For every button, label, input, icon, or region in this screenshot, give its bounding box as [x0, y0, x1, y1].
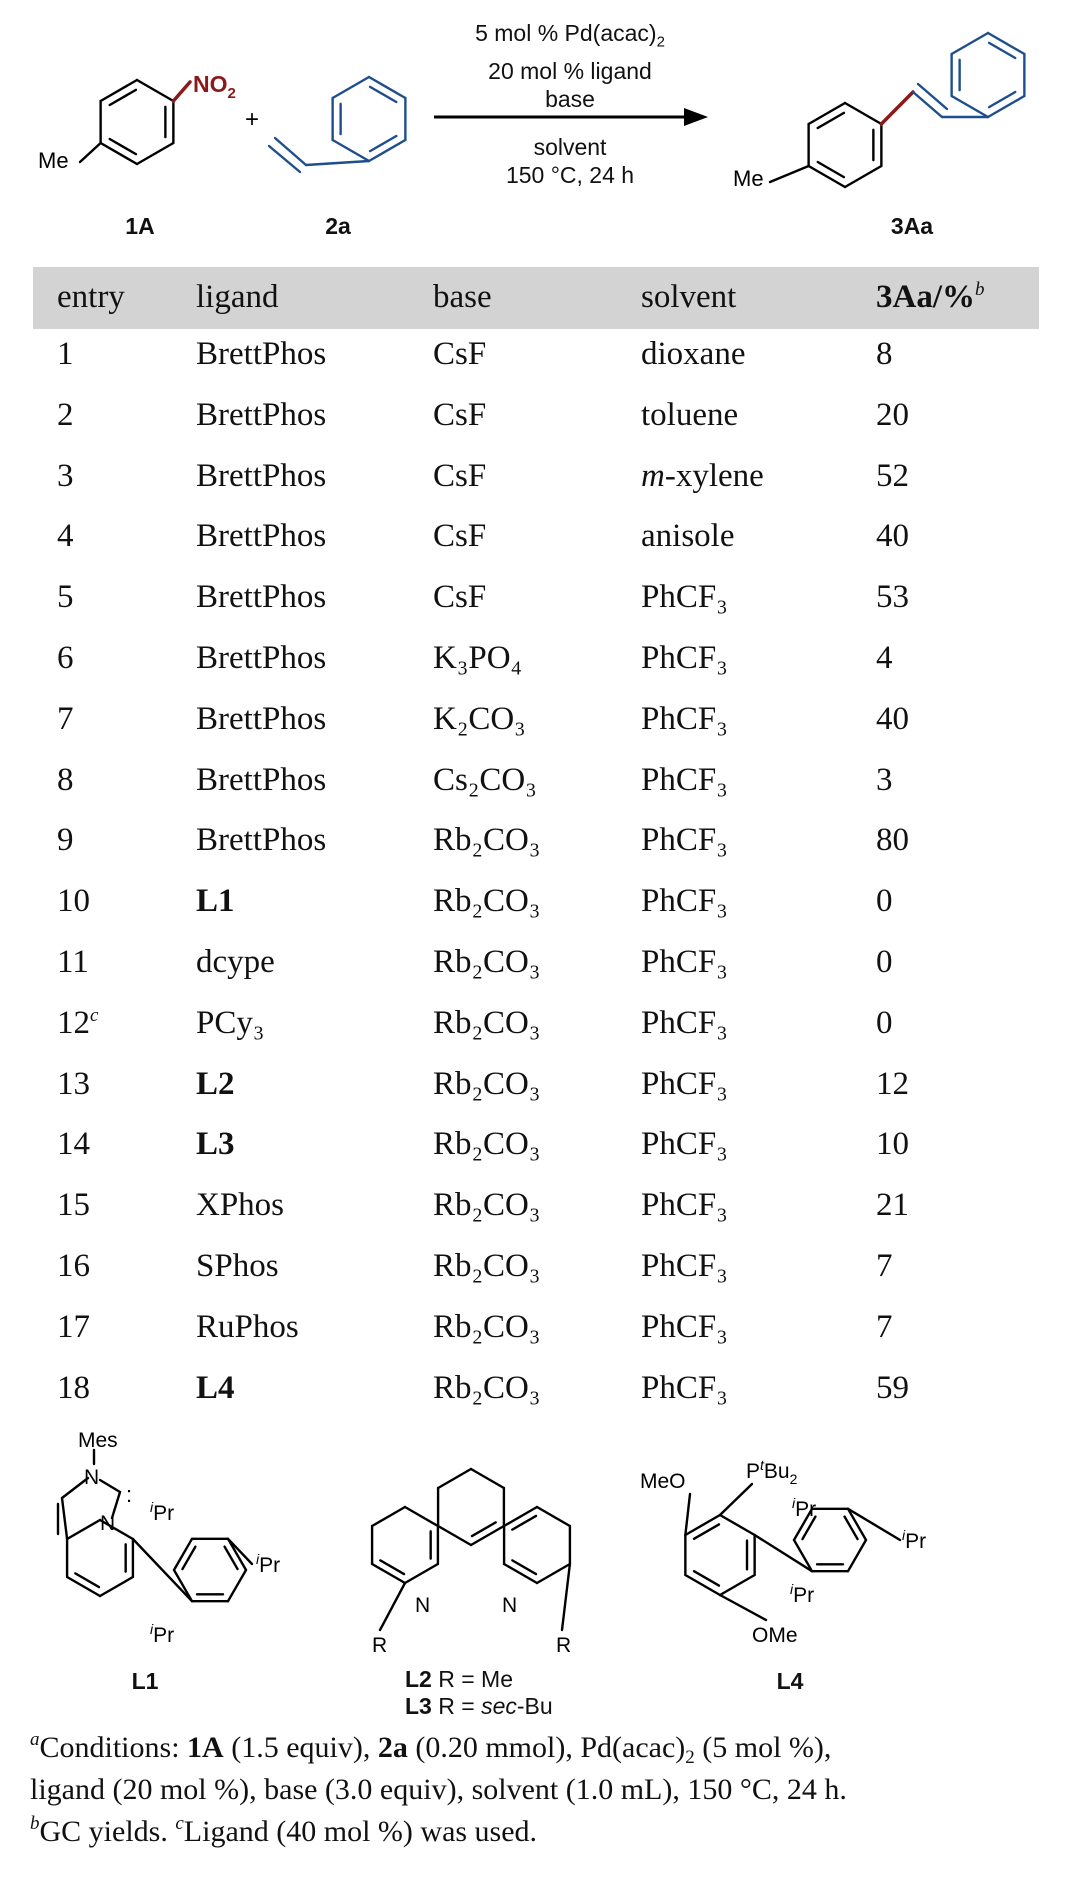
- catalyst-text: 5 mol % $Pd(acac)_2$: [475, 20, 665, 51]
- atom-label: $^i$Pr: [150, 1621, 175, 1647]
- cell-yield: 0: [876, 944, 893, 980]
- stilbene-structure: [770, 33, 1024, 187]
- temperature-time-text: 150 °C, 24 h: [505, 162, 635, 188]
- solvent-text: solvent: [533, 134, 607, 160]
- ring-bond: [369, 140, 405, 161]
- cell-solvent: PhCF₃: [641, 883, 728, 920]
- ring-bond: [333, 140, 369, 161]
- cell-base: Rb₂CO₃: [433, 944, 541, 980]
- cell-base: Rb₂CO₃: [433, 1369, 541, 1406]
- cell-solvent: toluene: [641, 396, 739, 433]
- nitro-label: $NO_2$: [193, 71, 236, 102]
- cell-yield: 53: [876, 579, 909, 616]
- bond: [755, 1535, 812, 1571]
- ring-bond: [848, 1540, 866, 1571]
- cell-solvent: PhCF₃: [641, 1248, 728, 1284]
- cell-base: Cs₂CO₃: [433, 761, 537, 798]
- ring-bond: [952, 33, 988, 54]
- methyl-label: Me: [38, 148, 69, 173]
- cell-base: Rb₂CO₃: [433, 822, 541, 859]
- cell-entry: 12$^c$: [57, 1004, 99, 1041]
- ring-bond: [504, 1507, 537, 1526]
- ring-bond: [174, 1539, 192, 1570]
- styrene-structure: [269, 77, 405, 172]
- C-N-bond: [173, 82, 190, 101]
- cell-yield: 40: [876, 518, 909, 555]
- cell-solvent: PhCF₃: [641, 1065, 728, 1102]
- cell-yield: 8: [876, 336, 893, 372]
- methyl-bond: [80, 143, 101, 162]
- atom-label: N: [100, 1512, 116, 1535]
- cell-base: CsF: [433, 336, 487, 372]
- ring-bond: [369, 77, 405, 98]
- cell-entry: 5: [57, 579, 74, 616]
- cell-base: Rb₂CO₃: [433, 1004, 541, 1041]
- ring-bond: [988, 96, 1024, 117]
- footnote-a-line2: ligand (20 mol %), base (3.0 equiv), solvent (1.0 mL), 150 °C, 24 h.: [30, 1773, 847, 1806]
- table-row: [0, 701, 1080, 761]
- table-row: [0, 518, 1080, 578]
- table-row: [0, 336, 1080, 396]
- cell-entry: 17: [57, 1308, 90, 1345]
- bond: [62, 1498, 67, 1539]
- ligand-label-L1: L1: [131, 1668, 159, 1694]
- L2-definition: L2 R = Me: [405, 1666, 514, 1692]
- table-row: [0, 822, 1080, 882]
- alkene-double-bond: [918, 84, 947, 109]
- table-row: [0, 458, 1080, 518]
- cell-yield: 12: [876, 1065, 909, 1102]
- ligand-L2-L3-structure: [372, 1469, 571, 1657]
- cell-ligand: L3: [196, 1126, 235, 1163]
- cell-ligand: L4: [196, 1369, 235, 1406]
- atom-label: $^i$Pr: [150, 1499, 175, 1525]
- cell-entry: 14: [57, 1126, 90, 1163]
- atom-label: Mes: [78, 1430, 118, 1452]
- ring-bond: [405, 1507, 438, 1526]
- cell-solvent: PhCF₃: [641, 579, 728, 616]
- table-row: [0, 640, 1080, 700]
- cell-entry: 1: [57, 336, 74, 372]
- ring-bond: [685, 1515, 720, 1535]
- plus-sign: +: [245, 106, 260, 133]
- cell-solvent: PhCF₃: [641, 761, 728, 798]
- ring-bond: [537, 1564, 570, 1583]
- cell-ligand: BrettPhos: [196, 457, 327, 494]
- cell-ligand: L2: [196, 1065, 235, 1102]
- cell-entry: 18: [57, 1369, 90, 1406]
- ring-bond: [137, 80, 173, 101]
- ring-bond: [845, 166, 881, 187]
- bond: [685, 1494, 690, 1535]
- cell-ligand: SPhos: [196, 1248, 279, 1284]
- cell-solvent: PhCF₃: [641, 1308, 728, 1345]
- cell-base: Rb₂CO₃: [433, 883, 541, 920]
- bond: [133, 1539, 192, 1601]
- cell-solvent: dioxane: [641, 336, 746, 372]
- cell-yield: 20: [876, 396, 909, 433]
- compound-label-1A: 1A: [125, 213, 155, 239]
- cell-base: CsF: [433, 518, 487, 555]
- atom-label: $^i$Pr: [902, 1527, 927, 1553]
- header-entry: entry: [57, 279, 125, 315]
- base-text: base: [545, 85, 595, 112]
- ring-bond: [438, 1526, 471, 1545]
- atom-label: $^i$Pr: [256, 1551, 281, 1577]
- ring-bond: [333, 77, 369, 98]
- ring-bond: [100, 1577, 133, 1596]
- methyl-bond: [770, 166, 809, 182]
- ligand-label-L2-L3: [405, 1666, 553, 1720]
- ring-bond: [845, 103, 881, 124]
- ring-bond: [471, 1469, 504, 1488]
- ring-bond: [67, 1577, 100, 1596]
- ring-bond: [405, 1564, 438, 1583]
- ring-bond: [372, 1507, 405, 1526]
- cell-ligand: XPhos: [196, 1187, 285, 1224]
- L3-definition: L3 R = sec-Bu: [405, 1693, 553, 1719]
- ligand-L4-structure: [640, 1457, 926, 1647]
- ring-bond: [101, 143, 137, 164]
- bond: [380, 1583, 405, 1630]
- cell-base: Rb₂CO₃: [433, 1308, 541, 1345]
- atom-label: R: [372, 1634, 388, 1657]
- cell-yield: 0: [876, 1004, 893, 1041]
- cell-entry: 6: [57, 640, 74, 676]
- cell-ligand: BrettPhos: [196, 822, 327, 859]
- ring-bond: [137, 143, 173, 164]
- cell-base: Rb₂CO₃: [433, 1187, 541, 1224]
- cell-ligand: BrettPhos: [196, 518, 327, 555]
- ligand-label-L4: L4: [776, 1668, 804, 1694]
- cell-entry: 13: [57, 1065, 90, 1102]
- cell-solvent: PhCF₃: [641, 1126, 728, 1163]
- ring-bond: [809, 166, 845, 187]
- bond: [720, 1484, 752, 1515]
- cell-ligand: BrettPhos: [196, 761, 327, 798]
- ring-bond: [438, 1469, 471, 1488]
- ring-bond: [537, 1507, 570, 1526]
- ring-bond: [504, 1564, 537, 1583]
- cell-ligand: BrettPhos: [196, 579, 327, 616]
- cell-yield: 21: [876, 1187, 909, 1224]
- ring-bond: [101, 80, 137, 101]
- cell-yield: 52: [876, 457, 909, 494]
- cell-ligand: BrettPhos: [196, 700, 327, 737]
- cell-solvent: PhCF₃: [641, 822, 728, 859]
- cell-entry: 10: [57, 883, 90, 920]
- cell-entry: 8: [57, 761, 74, 798]
- ring-bond: [471, 1526, 504, 1545]
- cell-yield: 40: [876, 700, 909, 737]
- alkene-bond: [913, 92, 942, 117]
- footnote-a: $^a$Conditions: 1A (1.5 equiv), 2a (0.20 mmol), $Pd(acac)_2$ (5 mol %),: [30, 1729, 832, 1768]
- ligand-L1-structure: [58, 1430, 280, 1647]
- ring-bond: [67, 1520, 100, 1539]
- ring-bond: [952, 96, 988, 117]
- header-solvent: solvent: [641, 279, 737, 315]
- ring-bond: [988, 33, 1024, 54]
- table-row: [0, 1005, 1080, 1065]
- cell-solvent: PhCF₃: [641, 700, 728, 737]
- cell-solvent: PhCF₃: [641, 1369, 728, 1406]
- bond: [720, 1595, 766, 1620]
- cell-entry: 4: [57, 518, 74, 555]
- compound-label-3Aa: 3Aa: [890, 213, 934, 239]
- cell-ligand: BrettPhos: [196, 640, 327, 676]
- table-row: [0, 1187, 1080, 1247]
- cell-entry: 3: [57, 457, 74, 494]
- conditions-below: [430, 133, 710, 189]
- cell-base: K₃PO₄: [433, 640, 523, 676]
- cell-base: CsF: [433, 457, 487, 494]
- ring-bond: [372, 1564, 405, 1583]
- table-row: [0, 579, 1080, 639]
- ligand-loading-text: 20 mol % ligand: [488, 57, 652, 84]
- table-row: [0, 1370, 1080, 1430]
- cell-base: CsF: [433, 579, 487, 616]
- cell-yield: 4: [876, 640, 893, 676]
- ring-bond: [809, 103, 845, 124]
- vinyl-double-bond: [269, 146, 300, 172]
- cell-solvent: PhCF₃: [641, 1187, 728, 1224]
- bond: [100, 1480, 120, 1492]
- atom-label: $P^tBu_2$: [746, 1457, 798, 1487]
- cell-entry: 7: [57, 700, 74, 737]
- atom-label: N: [84, 1466, 100, 1489]
- ring-bond: [685, 1575, 720, 1595]
- table-header: [33, 267, 1039, 329]
- cell-entry: 9: [57, 822, 74, 859]
- cell-solvent: PhCF₃: [641, 1004, 728, 1041]
- ring-bond: [720, 1515, 755, 1535]
- table-row: [0, 1309, 1080, 1369]
- ring-bond: [228, 1570, 246, 1601]
- atom-label: :: [126, 1482, 133, 1507]
- header-ligand: ligand: [196, 279, 279, 315]
- ligand-structures: [0, 1430, 1080, 1665]
- cell-entry: 15: [57, 1187, 90, 1224]
- table-row: [0, 883, 1080, 943]
- cell-yield: 7: [876, 1308, 893, 1345]
- compound-label-2a: 2a: [325, 213, 351, 239]
- cell-base: Rb₂CO₃: [433, 1248, 541, 1284]
- cell-entry: 16: [57, 1248, 90, 1284]
- cell-base: Rb₂CO₃: [433, 1126, 541, 1163]
- table-row: [0, 1066, 1080, 1126]
- atom-label: MeO: [640, 1470, 686, 1493]
- cell-base: Rb₂CO₃: [433, 1065, 541, 1102]
- cell-entry: 11: [57, 944, 89, 980]
- vinyl-bond: [306, 161, 369, 165]
- cell-base: K₂CO₃: [433, 700, 526, 737]
- atom-label: R: [556, 1634, 572, 1657]
- cell-ligand: RuPhos: [196, 1308, 299, 1345]
- cell-ligand: BrettPhos: [196, 396, 327, 433]
- conditions-above: [430, 19, 710, 113]
- atom-label: OMe: [752, 1624, 798, 1647]
- cell-base: CsF: [433, 396, 487, 433]
- vinyl-double-bond: [275, 138, 306, 165]
- cell-yield: 3: [876, 761, 893, 798]
- nitrotoluene-structure: [80, 80, 190, 164]
- cell-ligand: dcype: [196, 944, 275, 980]
- atom-label: N: [502, 1594, 518, 1617]
- cell-solvent: m-xylene: [641, 457, 764, 494]
- cell-solvent: PhCF₃: [641, 944, 728, 980]
- cell-yield: 80: [876, 822, 909, 859]
- cell-ligand: BrettPhos: [196, 336, 327, 372]
- methyl-label: Me: [733, 166, 764, 191]
- header-yield: 3Aa/%$^b$: [876, 279, 985, 315]
- footnote-b-c: $^b$GC yields. $^c$Ligand (40 mol %) was used.: [30, 1813, 538, 1848]
- ring-bond: [720, 1575, 755, 1595]
- new-C-C-bond: [881, 92, 913, 124]
- bond: [562, 1564, 570, 1630]
- atom-label: $^i$Pr: [790, 1581, 815, 1607]
- header-base: base: [433, 279, 492, 315]
- cell-yield: 0: [876, 883, 893, 920]
- table-row: [0, 1248, 1080, 1308]
- cell-yield: 7: [876, 1248, 893, 1284]
- cell-ligand: PCy₃: [196, 1004, 265, 1041]
- cell-ligand: L1: [196, 883, 235, 920]
- footnotes: [30, 1727, 1060, 1853]
- atom-label: N: [415, 1594, 431, 1617]
- table-row: [0, 762, 1080, 822]
- atom-label: $^i$Pr: [792, 1495, 817, 1521]
- cell-solvent: anisole: [641, 518, 735, 555]
- cell-solvent: PhCF₃: [641, 640, 728, 676]
- cell-entry: 2: [57, 396, 74, 433]
- table-row: [0, 944, 1080, 1004]
- cell-yield: 59: [876, 1369, 909, 1406]
- cell-yield: 10: [876, 1126, 909, 1163]
- table-row: [0, 397, 1080, 457]
- table-row: [0, 1126, 1080, 1186]
